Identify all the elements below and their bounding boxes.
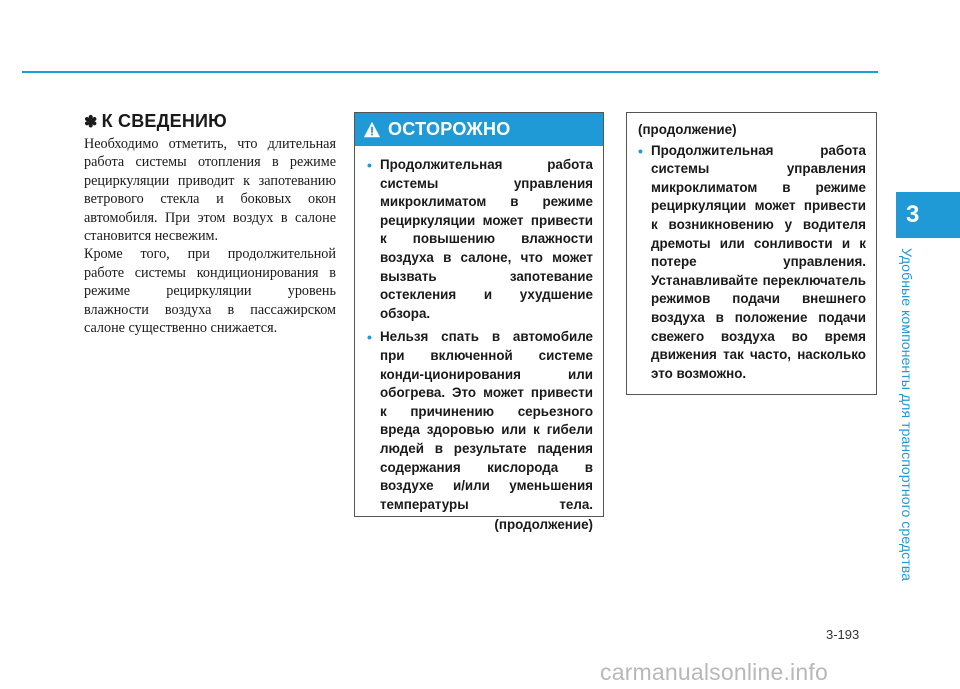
asterisk-icon: ✽	[84, 114, 98, 131]
note-paragraph-1: Необходимо отметить, что длительная работа системы отопления в режиме рециркуляции приводит к запотеванию ветрового стекла и боковых окон автомобиля. При этом воздух в салоне становится несвежим.	[84, 136, 336, 245]
bullet-dot-icon: •	[367, 329, 372, 346]
chapter-title-text: Удобные компоненты для транспортного средства	[898, 248, 914, 582]
continuation-box	[626, 112, 877, 395]
list-item: • Продолжительная работа системы управления микроклиматом в режиме рециркуляции может привести к повышению влажности воздуха в салоне, что может вызвать запотевание остекления и ухудшение обзора.	[367, 157, 593, 321]
list-item: • Продолжительная работа системы управления микроклиматом в режиме рециркуляции может привести к возникновению у водителя дремоты или сонливости и к потере управления. Устанавливайте переключатель режимов подачи внешнего воздуха в положение подачи свежего воздуха во время движения так часто, насколько это возможно.	[638, 142, 866, 381]
warning-triangle-icon	[363, 121, 381, 139]
page-number: 3-193	[826, 627, 860, 642]
top-rule	[22, 71, 878, 73]
bullet-dot-icon: •	[638, 142, 643, 159]
warning-box	[354, 112, 604, 533]
list-item: • Нельзя спать в автомобиле при включенной системе конди-ционирования или обогрева. Это может привести к причинению серьезного вреда здоровью или к гибели людей в результате падения содержания кислорода в воздухе и/или уменьшения температуры тела.	[367, 329, 593, 512]
note-heading	[84, 111, 336, 132]
warning-title: ОСТОРОЖНО	[388, 119, 511, 139]
continuation-list	[638, 142, 866, 384]
warning-header	[355, 113, 603, 146]
note-heading-text: К СВЕДЕНИЮ	[101, 111, 227, 131]
continuation-label: (продолжение)	[638, 122, 737, 137]
warning-list	[367, 156, 593, 514]
chapter-title	[898, 248, 922, 582]
continued-label: (продолжение)	[494, 517, 593, 533]
chapter-tab: 3	[896, 192, 960, 238]
note-section	[84, 111, 336, 337]
watermark: carmanualsonline.info	[600, 659, 828, 685]
bullet-dot-icon: •	[367, 157, 372, 173]
note-paragraph-2: Кроме того, при продолжительной работе системы кондиционирования в режиме рециркуляции уровень влажности воздуха в пассажирском салоне существенно снижается.	[84, 246, 336, 337]
